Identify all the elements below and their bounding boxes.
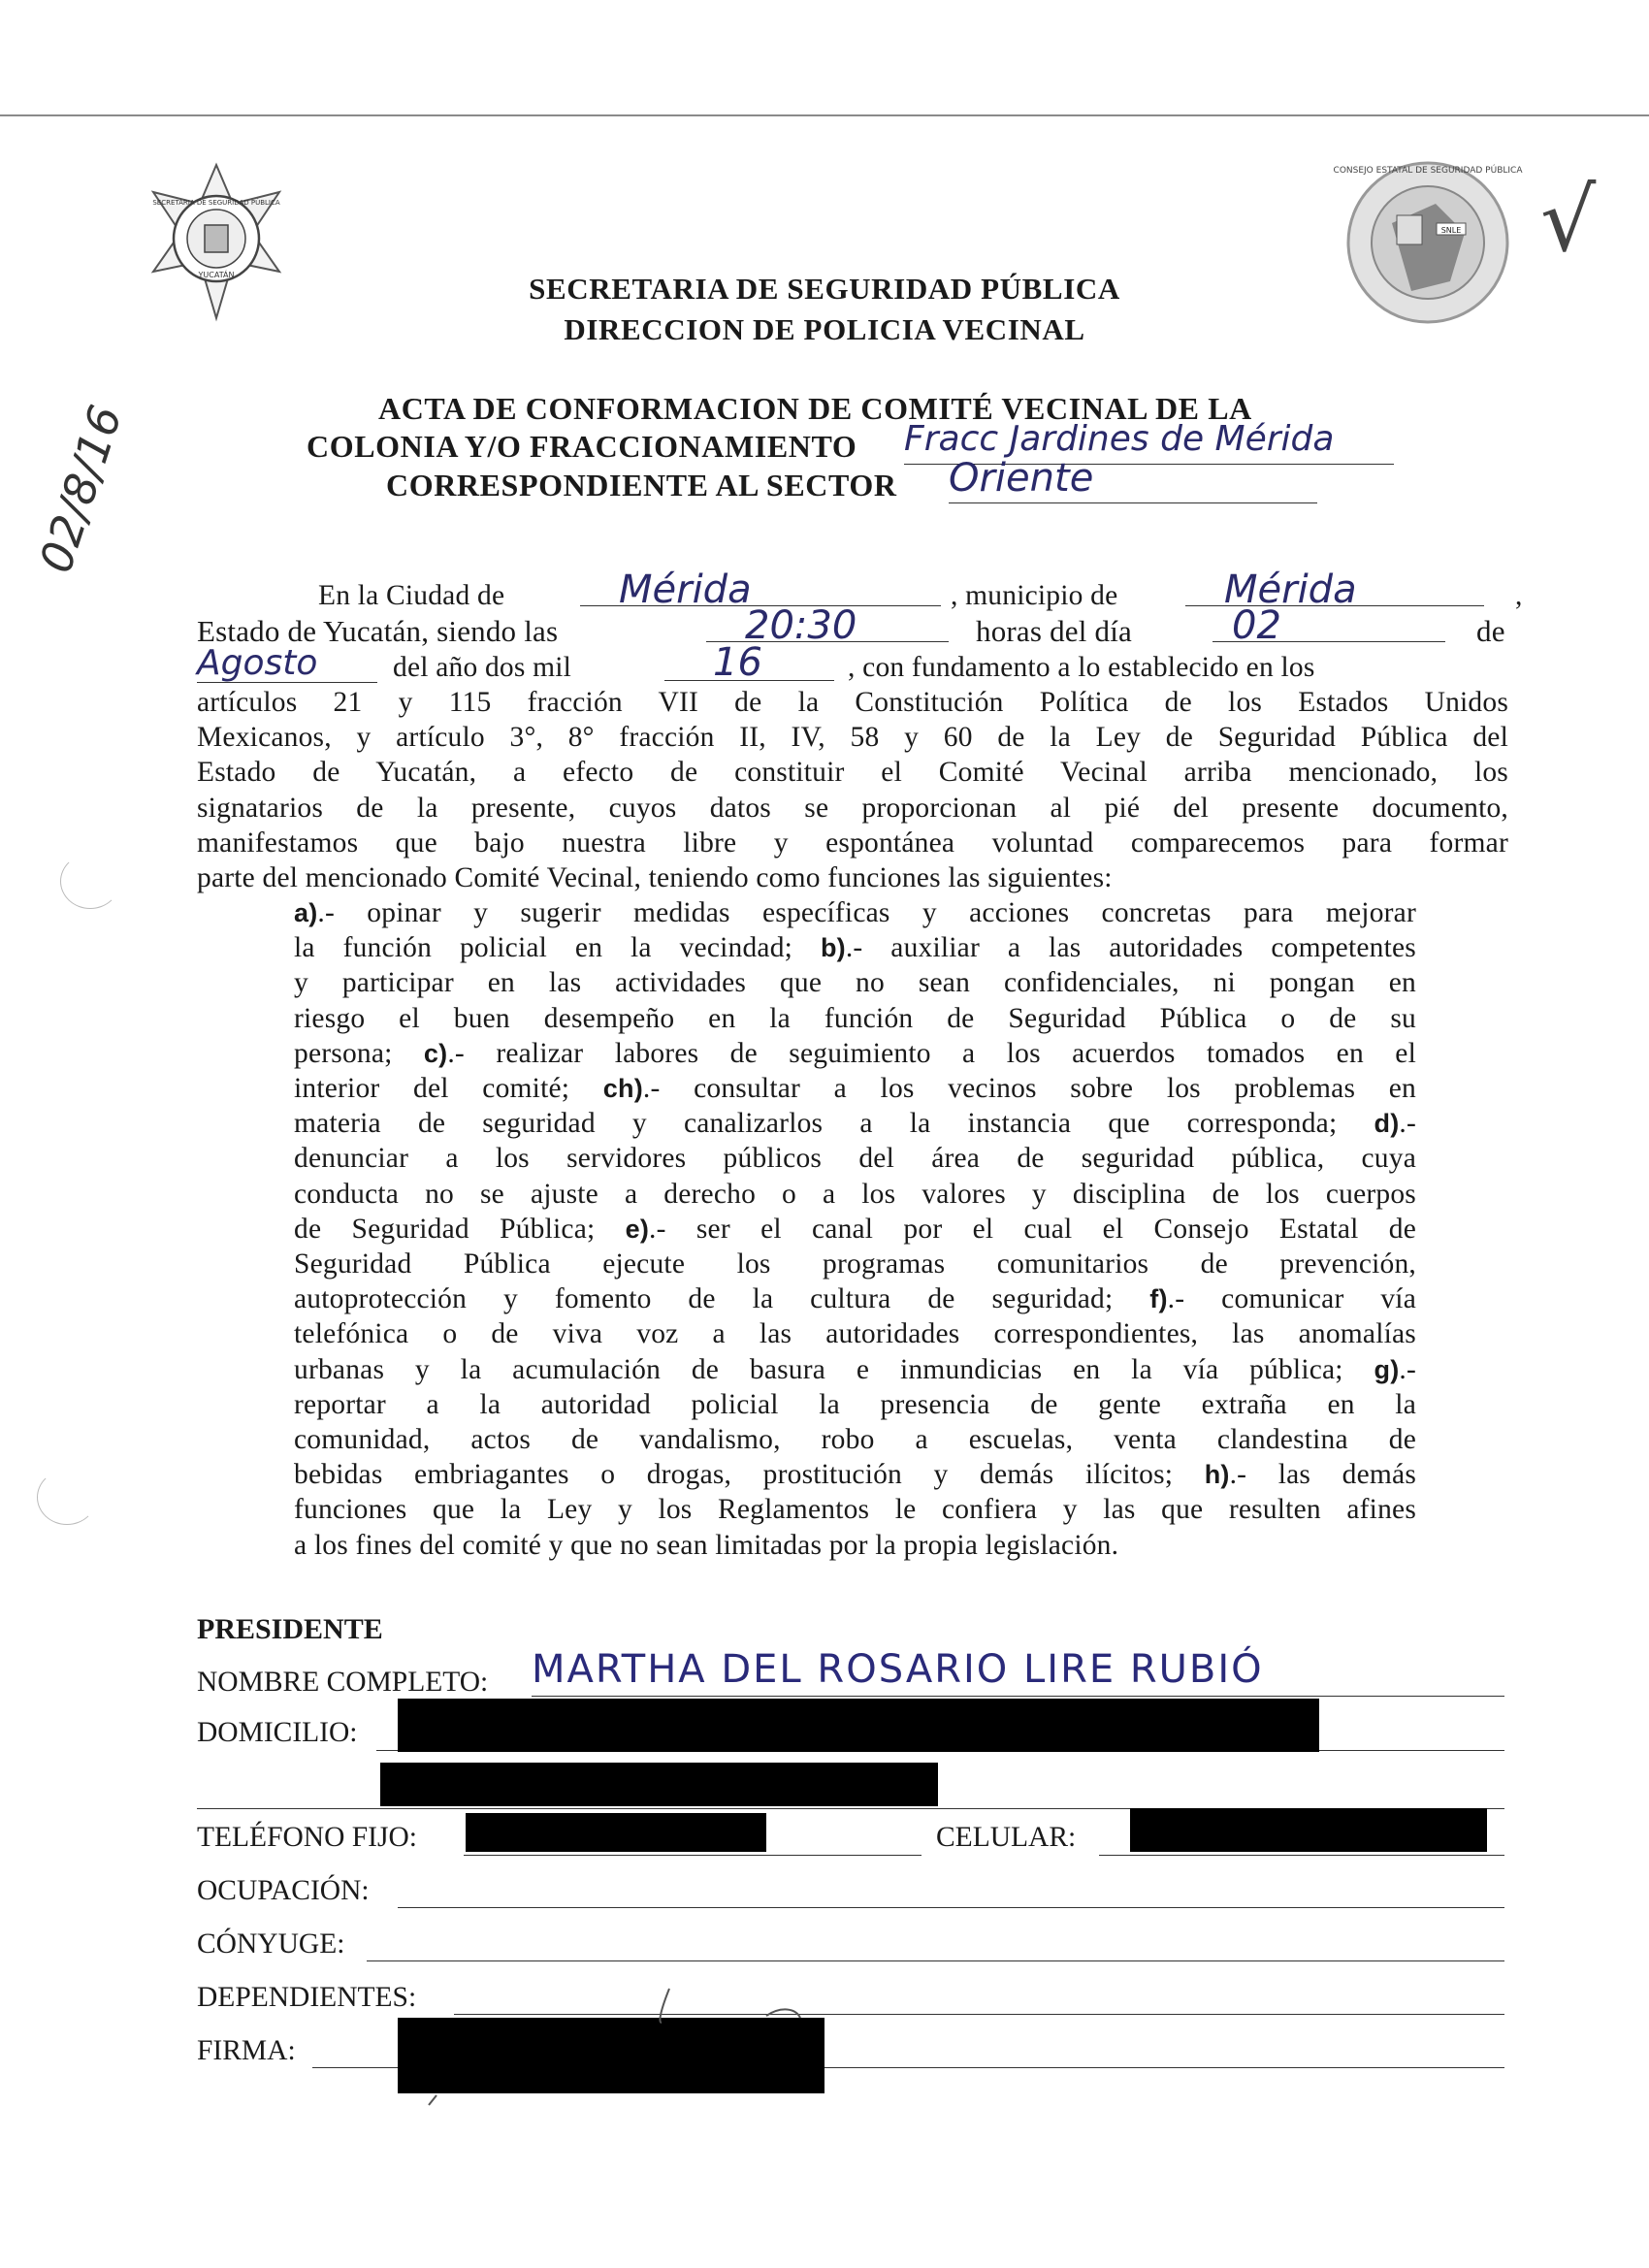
functions-line: autoprotección y fomento de la cultura de seguridad; f).- comunicar vía — [294, 1283, 1416, 1315]
star-badge-seal-icon — [144, 163, 289, 323]
redaction-bar — [398, 1699, 1319, 1752]
conyuge-field[interactable] — [367, 1926, 1504, 1961]
functions-line: persona; c).- realizar labores de seguimiento a los acuerdos tomados en el — [294, 1037, 1416, 1069]
municipio-field[interactable]: Mérida — [1185, 567, 1484, 606]
functions-line: reportar a la autoridad policial la presencia de gente extraña en la — [294, 1388, 1416, 1420]
sector-field[interactable]: Oriente — [949, 456, 1317, 503]
check-mark: √ — [1540, 170, 1597, 272]
functions-line: riesgo el buen desempeño en la función de Seguridad Pública o de su — [294, 1002, 1416, 1034]
ocupacion-label: OCUPACIÓN: — [197, 1875, 370, 1906]
function-letter: d) — [1374, 1109, 1400, 1139]
functions-line: denunciar a los servidores públicos del área de seguridad pública, cuya — [294, 1143, 1416, 1175]
firma-label: FIRMA: — [197, 2035, 296, 2066]
functions-line: urbanas y la acumulación de basura e inmundicias en la vía pública; g).- — [294, 1353, 1416, 1385]
functions-line: la función policial en la vecindad; b).- auxiliar a las autoridades competentes — [294, 932, 1416, 964]
domicilio-label: DOMICILIO: — [197, 1717, 358, 1748]
intro-de-label: de — [1476, 614, 1505, 648]
dia-field[interactable]: 02 — [1212, 603, 1445, 642]
colonia-field[interactable]: Fracc Jardines de Mérida — [904, 419, 1394, 465]
signature-scribble-icon — [407, 1979, 834, 2105]
function-letter: f) — [1149, 1284, 1168, 1314]
conyuge-label: CÓNYUGE: — [197, 1928, 345, 1960]
margin-date-note: 02/8/16 — [29, 399, 133, 579]
functions-line: a).- opinar y sugerir medidas específicas y acciones concretas para mejorar — [294, 897, 1416, 928]
intro-anio-label: del año dos mil — [393, 652, 572, 683]
functions-line: de Seguridad Pública; e).- ser el canal por el cual el Consejo Estatal de — [294, 1213, 1416, 1245]
function-letter: e) — [625, 1214, 650, 1244]
intro-hora-label: Estado de Yucatán, siendo las — [197, 614, 559, 648]
celular-label: CELULAR: — [936, 1822, 1077, 1853]
right-seal-ring-text: CONSEJO ESTATAL DE SEGURIDAD PÚBLICA — [1333, 166, 1523, 176]
functions-line: conducta no se ajuste a derecho o a los valores y disciplina de los cuerpos — [294, 1178, 1416, 1210]
consejo-estatal-seal-icon — [1333, 146, 1523, 340]
title-line-2-label: COLONIA Y/O FRACCIONAMIENTO — [307, 429, 857, 464]
intro-municipio-label: , municipio de — [951, 580, 1118, 611]
punch-hole-mark — [37, 1470, 97, 1525]
header-line-1: SECRETARIA DE SEGURIDAD PÚBLICA — [529, 272, 1120, 306]
functions-line: telefónica o de viva voz a las autoridades correspondientes, las anomalías — [294, 1318, 1416, 1350]
functions-line: Seguridad Pública ejecute los programas comunitarios de prevención, — [294, 1248, 1416, 1280]
nombre-label: NOMBRE COMPLETO: — [197, 1667, 489, 1698]
anio-field[interactable]: 16 — [664, 640, 834, 681]
function-letter: ch) — [602, 1074, 643, 1104]
intro-line-last: parte del mencionado Comité Vecinal, teniendo como funciones las siguientes: — [197, 862, 1113, 894]
functions-line-last: a los fines del comité y que no sean limitadas por la propia legislación. — [294, 1529, 1119, 1561]
nombre-field[interactable]: MARTHA DEL ROSARIO LIRE RUBIÓ — [532, 1647, 1504, 1697]
function-letter: h) — [1204, 1460, 1230, 1490]
right-seal-emblem-text: SNLE — [1440, 226, 1462, 235]
intro-ciudad-label: En la Ciudad de — [318, 580, 505, 611]
title-line-3-label: CORRESPONDIENTE AL SECTOR — [386, 468, 897, 502]
redaction-bar — [466, 1813, 766, 1852]
punch-hole-mark — [60, 854, 120, 909]
intro-line: signatarios de la presente, cuyos datos se proporcionan al pié del presente documento, — [197, 792, 1508, 824]
functions-line: interior del comité; ch).- consultar a los vecinos sobre los problemas en — [294, 1073, 1416, 1105]
intro-comma: , — [1515, 580, 1523, 611]
functions-line: y participar en las actividades que no sean confidenciales, ni pongan en — [294, 967, 1416, 999]
functions-line: comunidad, actos de vandalismo, robo a escuelas, venta clandestina de — [294, 1424, 1416, 1456]
hora-field[interactable]: 20:30 — [706, 603, 949, 642]
function-letter: b) — [820, 933, 846, 963]
left-seal-bottom-text: YUCATÁN — [198, 271, 235, 279]
functions-line: funciones que la Ley y los Reglamentos le confiera y las que resulten afines — [294, 1494, 1416, 1526]
president-heading: PRESIDENTE — [197, 1613, 383, 1645]
intro-line: Estado de Yucatán, a efecto de constituir el Comité Vecinal arriba mencionado, los — [197, 757, 1508, 789]
ciudad-field[interactable]: Mérida — [580, 567, 941, 606]
mes-field[interactable]: Agosto — [197, 643, 377, 683]
telefono-label: TELÉFONO FIJO: — [197, 1822, 417, 1853]
redaction-bar — [1130, 1808, 1487, 1852]
function-letter: a) — [294, 898, 318, 927]
function-letter: c) — [423, 1038, 448, 1068]
functions-line: bebidas embriagantes o drogas, prostitución y demás ilícitos; h).- las demás — [294, 1459, 1416, 1491]
title-line-1: ACTA DE CONFORMACION DE COMITÉ VECINAL DE LA — [378, 391, 1252, 426]
intro-line: manifestamos que bajo nuestra libre y espontánea voluntad comparecemos para formar — [197, 826, 1508, 859]
ocupacion-field[interactable] — [398, 1872, 1504, 1908]
top-border-line — [0, 114, 1649, 116]
intro-paragraph — [197, 685, 1508, 895]
intro-fundamento-text: , con fundamento a lo establecido en los — [848, 652, 1315, 683]
intro-line: Mexicanos, y artículo 3°, 8° fracción II, IV, 58 y 60 de la Ley de Seguridad Pública del — [197, 722, 1508, 754]
functions-line: materia de seguridad y canalizarlos a la instancia que corresponda; d).- — [294, 1108, 1416, 1140]
redaction-bar — [380, 1763, 938, 1806]
intro-dia-label: horas del día — [976, 614, 1132, 648]
left-seal-top-text: SECRETARIA DE SEGURIDAD PÚBLICA — [152, 199, 280, 207]
functions-paragraph — [294, 895, 1416, 1563]
function-letter: g) — [1374, 1354, 1400, 1384]
dependientes-label: DEPENDIENTES: — [197, 1982, 417, 2013]
header-line-2: DIRECCION DE POLICIA VECINAL — [564, 312, 1085, 346]
intro-line: artículos 21 y 115 fracción VII de la Constitución Política de los Estados Unidos — [197, 687, 1508, 718]
